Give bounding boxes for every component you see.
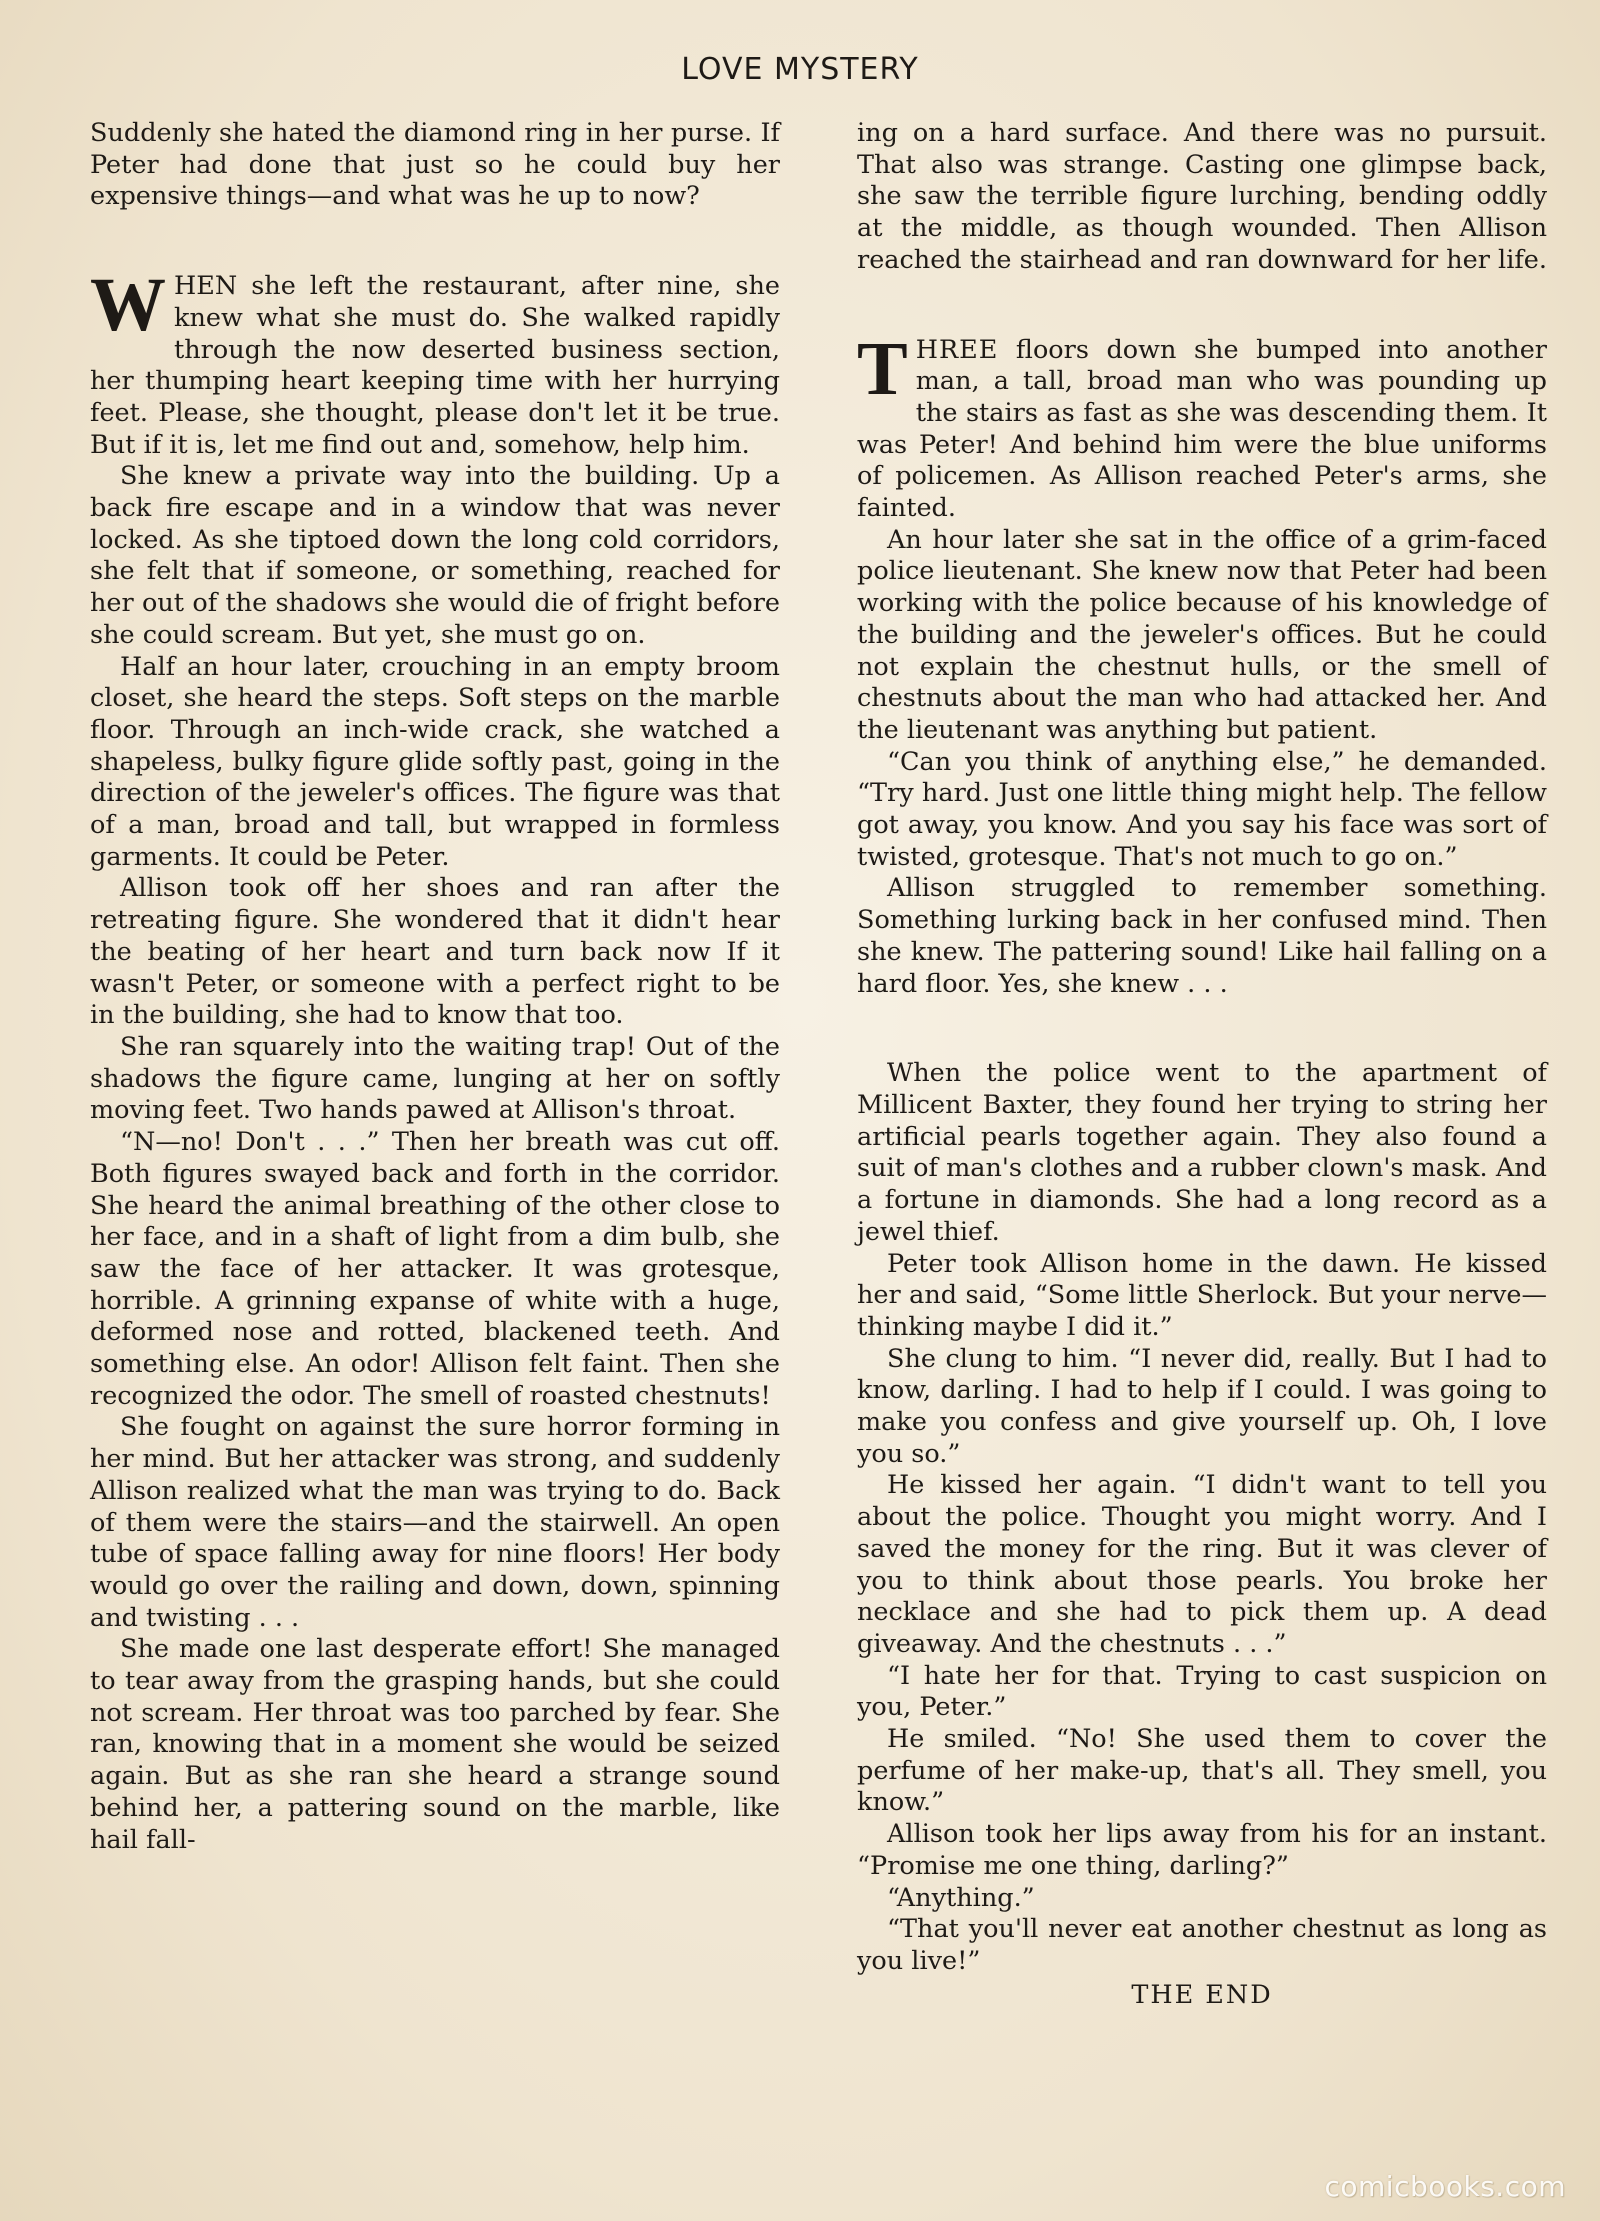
watermark: comicbooks.com (1324, 2170, 1566, 2203)
drop-cap: W (90, 263, 166, 348)
dropcap-lead-word: HREE (915, 334, 999, 365)
paragraph: When the police went to the apartment of Millicent Baxter, they found her trying to string her artificial pearls together again. They also found a suit of man's clothes and a rubber clown's mask. And a fortune in diamonds. She had a long record as a jewel thief. (857, 1058, 1547, 1247)
paragraph: She knew a private way into the building. Up a back fire escape and in a window that was never locked. As she tiptoed down the long cold corridors, she felt that if someone, or something, reached for her out of the shadows she would die of fright before she could scream. But yet, she must go on. (90, 461, 780, 650)
paragraph: “Anything.” (887, 1882, 1035, 1913)
paragraph: Peter took Allison home in the dawn. He kissed her and said, “Some little Sherlock. But your nerve—thinking maybe I did it.” (857, 1248, 1547, 1342)
page-header: LOVE MYSTERY (681, 52, 919, 87)
paragraph: Suddenly she hated the diamond ring in her purse. If Peter had done that just so he could buy her expensive things—and what was he up to now? (90, 118, 780, 212)
left-column (90, 118, 780, 1856)
paragraph-text: HEN she left the restaurant, after nine, she knew what she must do. She walked rapidly through the now deserted business section, her thumping heart keeping time with her hurrying feet. Please, she thought, please don't let it be true. But if it is, let me find out and, somehow, help him. (90, 271, 780, 460)
right-column (857, 118, 1547, 2011)
paragraph: “N—no! Don't . . .” Then her breath was cut off. Both figures swayed back and forth in the corridor. She heard the animal breathing of the other close to her face, and in a shaft of light from a dim bulb, she saw the face of her attacker. It was grotesque, horrible. A grinning expanse of white with a huge, deformed nose and rotted, blackened teeth. And something else. An odor! Allison felt faint. Then she recognized the odor. The smell of roasted chestnuts! (90, 1127, 780, 1411)
paragraph: Allison struggled to remember something. Something lurking back in her confused mind. Then she knew. The pattering sound! Like hail falling on a hard floor. Yes, she knew . . . (857, 873, 1547, 999)
paragraph: She clung to him. “I never did, really. But I had to know, darling. I had to help if I could. I was going to make you confess and give yourself up. Oh, I love you so.” (857, 1343, 1547, 1469)
paragraph: Allison took her lips away from his for an instant. “Promise me one thing, darling?” (857, 1819, 1547, 1881)
paragraph: Allison took off her shoes and ran after the retreating figure. She wondered that it didn't hear the beating of her heart and turn back now If it wasn't Peter, or someone with a perfect right to be in the building, she had to know that too. (90, 873, 780, 1031)
paragraph: Half an hour later, crouching in an empty broom closet, she heard the steps. Soft steps on the marble floor. Through an inch-wide crack, she watched a shapeless, bulky figure glide softly past, going in the direction of the jeweler's offices. The figure was that of a man, broad and tall, but wrapped in formless garments. It could be Peter. (90, 651, 780, 872)
paragraph: He kissed her again. “I didn't want to tell you about the police. Thought you might worry. And I saved the money for the ring. But it was clever of you to think about those pearls. You broke her necklace and she had to pick them up. A dead giveaway. And the chestnuts . . .” (857, 1470, 1547, 1659)
paragraph-with-dropcap (857, 326, 1547, 525)
paragraph: He smiled. “No! She used them to cover the perfume of her make-up, that's all. They smell, you know.” (857, 1724, 1547, 1818)
paragraph: She ran squarely into the waiting trap! Out of the shadows the figure came, lunging at her on softly moving feet. Two hands pawed at Allison's throat. (90, 1031, 780, 1126)
paragraph: An hour later she sat in the office of a grim-faced police lieutenant. She knew now that Peter had been working with the police because of his knowledge of the building and the jeweler's offices. But he could not explain the chestnut hulls, or the smell of chestnuts about the man who had attacked her. And the lieutenant was anything but patient. (857, 524, 1547, 745)
paragraph-with-dropcap (90, 263, 780, 461)
paragraph: ing on a hard surface. And there was no pursuit. That also was strange. Casting one glimpse back, she saw the terrible figure lurching, bending oddly at the middle, as though wounded. Then Allison reached the stairhead and ran downward for her life. (857, 118, 1547, 275)
paragraph: “That you'll never eat another chestnut as long as you live!” (857, 1914, 1547, 1976)
drop-cap: T (857, 326, 908, 411)
paragraph: She fought on against the sure horror forming in her mind. But her attacker was strong, and suddenly Allison realized what the man was trying to do. Back of them were the stairs—and the stairwell. An open tube of space falling away for nine floors! Her body would go over the railing and down, down, spinning and twisting . . . (90, 1412, 780, 1633)
story-end-label: THE END (1131, 1979, 1273, 2010)
paragraph: “I hate her for that. Trying to cast suspicion on you, Peter.” (857, 1660, 1547, 1723)
paragraph: “Can you think of anything else,” he demanded. “Try hard. Just one little thing might help. The fellow got away, you know. And you say his face was sort of twisted, grotesque. That's not much to go on.” (857, 746, 1547, 872)
paragraph-text: floors down she bumped into another man, a tall, broad man who was pounding up the stairs as fast as she was descending them. It was Peter! And behind him were the blue uniforms of policemen. As Allison reached Peter's arms, she fainted. (857, 334, 1547, 524)
paragraph: She made one last desperate effort! She managed to tear away from the grasping hands, but she could not scream. Her throat was too parched by fear. She ran, knowing that in a moment she would be seized again. But as she ran she heard a strange sound behind her, a pattering sound on the marble, like hail fall- (90, 1634, 780, 1855)
